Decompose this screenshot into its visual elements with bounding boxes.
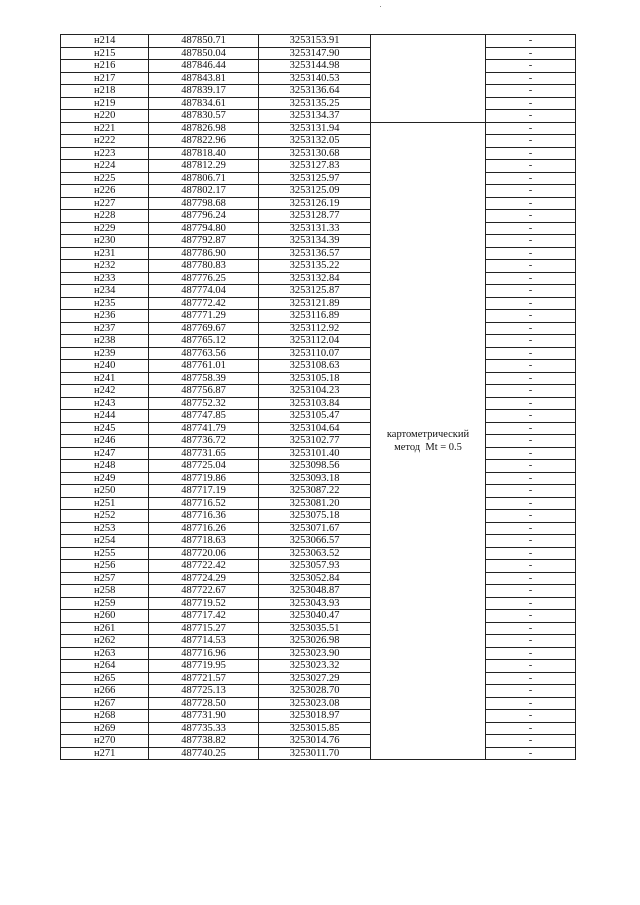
point-id-cell: н217 xyxy=(61,72,149,85)
value-dash-cell: - xyxy=(486,72,576,85)
x-coordinate-cell: 487717.19 xyxy=(149,485,259,498)
x-coordinate-cell: 487722.67 xyxy=(149,585,259,598)
x-coordinate-cell: 487721.57 xyxy=(149,672,259,685)
table-row xyxy=(61,422,576,435)
x-coordinate-cell: 487850.71 xyxy=(149,35,259,48)
x-coordinate-cell: 487735.33 xyxy=(149,722,259,735)
value-dash-cell: - xyxy=(486,397,576,410)
value-dash-cell: - xyxy=(486,197,576,210)
x-coordinate-cell: 487850.04 xyxy=(149,47,259,60)
y-coordinate-cell: 3253112.04 xyxy=(259,335,371,348)
value-dash-cell: - xyxy=(486,610,576,623)
method-line-1: картометрический xyxy=(386,428,470,440)
x-coordinate-cell: 487738.82 xyxy=(149,735,259,748)
table-row xyxy=(61,297,576,310)
table-row xyxy=(61,285,576,298)
y-coordinate-cell: 3253066.57 xyxy=(259,535,371,548)
point-id-cell: н220 xyxy=(61,110,149,123)
y-coordinate-cell: 3253112.92 xyxy=(259,322,371,335)
point-id-cell: н261 xyxy=(61,622,149,635)
point-id-cell: н265 xyxy=(61,672,149,685)
x-coordinate-cell: 487716.52 xyxy=(149,497,259,510)
value-dash-cell: - xyxy=(486,85,576,98)
table-row xyxy=(61,572,576,585)
y-coordinate-cell: 3253135.22 xyxy=(259,260,371,273)
point-id-cell: н227 xyxy=(61,197,149,210)
y-coordinate-cell: 3253028.70 xyxy=(259,685,371,698)
value-dash-cell: - xyxy=(486,385,576,398)
point-id-cell: н242 xyxy=(61,385,149,398)
x-coordinate-cell: 487724.29 xyxy=(149,572,259,585)
y-coordinate-cell: 3253104.23 xyxy=(259,385,371,398)
value-dash-cell: - xyxy=(486,335,576,348)
point-id-cell: н248 xyxy=(61,460,149,473)
point-id-cell: н244 xyxy=(61,410,149,423)
point-id-cell: н251 xyxy=(61,497,149,510)
value-dash-cell: - xyxy=(486,660,576,673)
y-coordinate-cell: 3253081.20 xyxy=(259,497,371,510)
value-dash-cell: - xyxy=(486,210,576,223)
point-id-cell: н225 xyxy=(61,172,149,185)
x-coordinate-cell: 487794.80 xyxy=(149,222,259,235)
table-row xyxy=(61,335,576,348)
point-id-cell: н252 xyxy=(61,510,149,523)
point-id-cell: н259 xyxy=(61,597,149,610)
scan-speck xyxy=(380,6,381,7)
table-row xyxy=(61,272,576,285)
x-coordinate-cell: 487716.96 xyxy=(149,647,259,660)
value-dash-cell: - xyxy=(486,297,576,310)
value-dash-cell: - xyxy=(486,110,576,123)
value-dash-cell: - xyxy=(486,685,576,698)
table-row xyxy=(61,697,576,710)
y-coordinate-cell: 3253132.05 xyxy=(259,135,371,148)
x-coordinate-cell: 487763.56 xyxy=(149,347,259,360)
point-id-cell: н257 xyxy=(61,572,149,585)
x-coordinate-cell: 487731.90 xyxy=(149,710,259,723)
point-id-cell: н246 xyxy=(61,435,149,448)
y-coordinate-cell: 3253014.76 xyxy=(259,735,371,748)
x-coordinate-cell: 487822.96 xyxy=(149,135,259,148)
coordinates-table-container xyxy=(60,34,575,862)
value-dash-cell: - xyxy=(486,547,576,560)
point-id-cell: н249 xyxy=(61,472,149,485)
y-coordinate-cell: 3253023.32 xyxy=(259,660,371,673)
table-row xyxy=(61,735,576,748)
table-row xyxy=(61,47,576,60)
point-id-cell: н269 xyxy=(61,722,149,735)
y-coordinate-cell: 3253071.67 xyxy=(259,522,371,535)
x-coordinate-cell: 487725.04 xyxy=(149,460,259,473)
y-coordinate-cell: 3253136.64 xyxy=(259,85,371,98)
x-coordinate-cell: 487716.26 xyxy=(149,522,259,535)
value-dash-cell: - xyxy=(486,422,576,435)
table-row xyxy=(61,135,576,148)
point-id-cell: н229 xyxy=(61,222,149,235)
x-coordinate-cell: 487839.17 xyxy=(149,85,259,98)
point-id-cell: н263 xyxy=(61,647,149,660)
value-dash-cell: - xyxy=(486,672,576,685)
x-coordinate-cell: 487812.29 xyxy=(149,160,259,173)
x-coordinate-cell: 487719.95 xyxy=(149,660,259,673)
y-coordinate-cell: 3253108.63 xyxy=(259,360,371,373)
x-coordinate-cell: 487843.81 xyxy=(149,72,259,85)
y-coordinate-cell: 3253093.18 xyxy=(259,472,371,485)
table-row xyxy=(61,485,576,498)
x-coordinate-cell: 487747.85 xyxy=(149,410,259,423)
point-id-cell: н231 xyxy=(61,247,149,260)
x-coordinate-cell: 487769.67 xyxy=(149,322,259,335)
table-row xyxy=(61,747,576,760)
x-coordinate-cell: 487771.29 xyxy=(149,310,259,323)
coordinates-table-body xyxy=(61,35,576,760)
point-id-cell: н241 xyxy=(61,372,149,385)
y-coordinate-cell: 3253125.09 xyxy=(259,185,371,198)
point-id-cell: н243 xyxy=(61,397,149,410)
value-dash-cell: - xyxy=(486,460,576,473)
x-coordinate-cell: 487780.83 xyxy=(149,260,259,273)
x-coordinate-cell: 487718.63 xyxy=(149,535,259,548)
point-id-cell: н254 xyxy=(61,535,149,548)
value-dash-cell: - xyxy=(486,372,576,385)
table-row xyxy=(61,160,576,173)
y-coordinate-cell: 3253136.57 xyxy=(259,247,371,260)
x-coordinate-cell: 487834.61 xyxy=(149,97,259,110)
x-coordinate-cell: 487736.72 xyxy=(149,435,259,448)
x-coordinate-cell: 487846.44 xyxy=(149,60,259,73)
table-row xyxy=(61,547,576,560)
y-coordinate-cell: 3253043.93 xyxy=(259,597,371,610)
x-coordinate-cell: 487716.36 xyxy=(149,510,259,523)
value-dash-cell: - xyxy=(486,260,576,273)
point-id-cell: н237 xyxy=(61,322,149,335)
y-coordinate-cell: 3253134.37 xyxy=(259,110,371,123)
point-id-cell: н216 xyxy=(61,60,149,73)
point-id-cell: н240 xyxy=(61,360,149,373)
point-id-cell: н224 xyxy=(61,160,149,173)
point-id-cell: н253 xyxy=(61,522,149,535)
y-coordinate-cell: 3253098.56 xyxy=(259,460,371,473)
table-row xyxy=(61,597,576,610)
point-id-cell: н266 xyxy=(61,685,149,698)
y-coordinate-cell: 3253110.07 xyxy=(259,347,371,360)
table-row xyxy=(61,210,576,223)
x-coordinate-cell: 487752.32 xyxy=(149,397,259,410)
value-dash-cell: - xyxy=(486,172,576,185)
table-row xyxy=(61,460,576,473)
point-id-cell: н256 xyxy=(61,560,149,573)
method-line-2: метод Mt = 0.5 xyxy=(394,441,462,453)
y-coordinate-cell: 3253057.93 xyxy=(259,560,371,573)
value-dash-cell: - xyxy=(486,410,576,423)
x-coordinate-cell: 487792.87 xyxy=(149,235,259,248)
value-dash-cell: - xyxy=(486,135,576,148)
x-coordinate-cell: 487798.68 xyxy=(149,197,259,210)
x-coordinate-cell: 487772.42 xyxy=(149,297,259,310)
value-dash-cell: - xyxy=(486,285,576,298)
table-row xyxy=(61,710,576,723)
y-coordinate-cell: 3253134.39 xyxy=(259,235,371,248)
value-dash-cell: - xyxy=(486,247,576,260)
x-coordinate-cell: 487740.25 xyxy=(149,747,259,760)
point-id-cell: н270 xyxy=(61,735,149,748)
value-dash-cell: - xyxy=(486,635,576,648)
x-coordinate-cell: 487756.87 xyxy=(149,385,259,398)
point-id-cell: н223 xyxy=(61,147,149,160)
y-coordinate-cell: 3253101.40 xyxy=(259,447,371,460)
y-coordinate-cell: 3253075.18 xyxy=(259,510,371,523)
x-coordinate-cell: 487722.42 xyxy=(149,560,259,573)
value-dash-cell: - xyxy=(486,597,576,610)
table-row xyxy=(61,510,576,523)
value-dash-cell: - xyxy=(486,435,576,448)
value-dash-cell: - xyxy=(486,122,576,135)
y-coordinate-cell: 3253087.22 xyxy=(259,485,371,498)
table-row xyxy=(61,647,576,660)
table-row xyxy=(61,110,576,123)
point-id-cell: н215 xyxy=(61,47,149,60)
y-coordinate-cell: 3253131.94 xyxy=(259,122,371,135)
table-row xyxy=(61,235,576,248)
y-coordinate-cell: 3253116.89 xyxy=(259,310,371,323)
point-id-cell: н271 xyxy=(61,747,149,760)
value-dash-cell: - xyxy=(486,97,576,110)
value-dash-cell: - xyxy=(486,697,576,710)
value-dash-cell: - xyxy=(486,222,576,235)
value-dash-cell: - xyxy=(486,747,576,760)
value-dash-cell: - xyxy=(486,235,576,248)
y-coordinate-cell: 3253023.90 xyxy=(259,647,371,660)
point-id-cell: н239 xyxy=(61,347,149,360)
y-coordinate-cell: 3253023.08 xyxy=(259,697,371,710)
value-dash-cell: - xyxy=(486,360,576,373)
method-cell xyxy=(371,122,486,760)
point-id-cell: н226 xyxy=(61,185,149,198)
x-coordinate-cell: 487830.57 xyxy=(149,110,259,123)
y-coordinate-cell: 3253126.19 xyxy=(259,197,371,210)
value-dash-cell: - xyxy=(486,185,576,198)
point-id-cell: н233 xyxy=(61,272,149,285)
y-coordinate-cell: 3253103.84 xyxy=(259,397,371,410)
point-id-cell: н238 xyxy=(61,335,149,348)
x-coordinate-cell: 487720.06 xyxy=(149,547,259,560)
table-row xyxy=(61,672,576,685)
y-coordinate-cell: 3253127.83 xyxy=(259,160,371,173)
value-dash-cell: - xyxy=(486,485,576,498)
value-dash-cell: - xyxy=(486,472,576,485)
y-coordinate-cell: 3253104.64 xyxy=(259,422,371,435)
x-coordinate-cell: 487806.71 xyxy=(149,172,259,185)
x-coordinate-cell: 487761.01 xyxy=(149,360,259,373)
x-coordinate-cell: 487725.13 xyxy=(149,685,259,698)
y-coordinate-cell: 3253144.98 xyxy=(259,60,371,73)
x-coordinate-cell: 487719.86 xyxy=(149,472,259,485)
x-coordinate-cell: 487719.52 xyxy=(149,597,259,610)
table-row xyxy=(61,347,576,360)
table-row xyxy=(61,360,576,373)
table-row xyxy=(61,522,576,535)
table-row xyxy=(61,35,576,48)
table-row xyxy=(61,585,576,598)
table-row xyxy=(61,635,576,648)
y-coordinate-cell: 3253105.18 xyxy=(259,372,371,385)
value-dash-cell: - xyxy=(486,572,576,585)
table-row xyxy=(61,660,576,673)
table-row xyxy=(61,72,576,85)
point-id-cell: н236 xyxy=(61,310,149,323)
value-dash-cell: - xyxy=(486,510,576,523)
table-row xyxy=(61,385,576,398)
value-dash-cell: - xyxy=(486,735,576,748)
point-id-cell: н228 xyxy=(61,210,149,223)
y-coordinate-cell: 3253102.77 xyxy=(259,435,371,448)
y-coordinate-cell: 3253052.84 xyxy=(259,572,371,585)
point-id-cell: н222 xyxy=(61,135,149,148)
value-dash-cell: - xyxy=(486,147,576,160)
table-row xyxy=(61,472,576,485)
table-row xyxy=(61,122,576,135)
table-row xyxy=(61,222,576,235)
point-id-cell: н214 xyxy=(61,35,149,48)
table-row xyxy=(61,147,576,160)
table-row xyxy=(61,97,576,110)
x-coordinate-cell: 487741.79 xyxy=(149,422,259,435)
table-row xyxy=(61,685,576,698)
y-coordinate-cell: 3253026.98 xyxy=(259,635,371,648)
point-id-cell: н258 xyxy=(61,585,149,598)
point-id-cell: н219 xyxy=(61,97,149,110)
value-dash-cell: - xyxy=(486,160,576,173)
y-coordinate-cell: 3253125.87 xyxy=(259,285,371,298)
x-coordinate-cell: 487802.17 xyxy=(149,185,259,198)
table-row xyxy=(61,85,576,98)
value-dash-cell: - xyxy=(486,310,576,323)
table-row xyxy=(61,410,576,423)
point-id-cell: н268 xyxy=(61,710,149,723)
value-dash-cell: - xyxy=(486,47,576,60)
point-id-cell: н234 xyxy=(61,285,149,298)
point-id-cell: н232 xyxy=(61,260,149,273)
y-coordinate-cell: 3253131.33 xyxy=(259,222,371,235)
value-dash-cell: - xyxy=(486,710,576,723)
point-id-cell: н221 xyxy=(61,122,149,135)
x-coordinate-cell: 487758.39 xyxy=(149,372,259,385)
table-row xyxy=(61,397,576,410)
x-coordinate-cell: 487826.98 xyxy=(149,122,259,135)
x-coordinate-cell: 487715.27 xyxy=(149,622,259,635)
table-row xyxy=(61,247,576,260)
x-coordinate-cell: 487728.50 xyxy=(149,697,259,710)
point-id-cell: н235 xyxy=(61,297,149,310)
value-dash-cell: - xyxy=(486,497,576,510)
y-coordinate-cell: 3253147.90 xyxy=(259,47,371,60)
y-coordinate-cell: 3253125.97 xyxy=(259,172,371,185)
y-coordinate-cell: 3253140.53 xyxy=(259,72,371,85)
y-coordinate-cell: 3253130.68 xyxy=(259,147,371,160)
point-id-cell: н245 xyxy=(61,422,149,435)
coordinates-table xyxy=(60,34,576,760)
point-id-cell: н262 xyxy=(61,635,149,648)
x-coordinate-cell: 487796.24 xyxy=(149,210,259,223)
value-dash-cell: - xyxy=(486,347,576,360)
y-coordinate-cell: 3253135.25 xyxy=(259,97,371,110)
table-row xyxy=(61,310,576,323)
value-dash-cell: - xyxy=(486,272,576,285)
y-coordinate-cell: 3253018.97 xyxy=(259,710,371,723)
x-coordinate-cell: 487714.53 xyxy=(149,635,259,648)
table-row xyxy=(61,622,576,635)
table-row xyxy=(61,172,576,185)
x-coordinate-cell: 487786.90 xyxy=(149,247,259,260)
x-coordinate-cell: 487731.65 xyxy=(149,447,259,460)
point-id-cell: н250 xyxy=(61,485,149,498)
table-row xyxy=(61,560,576,573)
value-dash-cell: - xyxy=(486,447,576,460)
point-id-cell: н267 xyxy=(61,697,149,710)
point-id-cell: н230 xyxy=(61,235,149,248)
table-row xyxy=(61,372,576,385)
table-row xyxy=(61,610,576,623)
x-coordinate-cell: 487765.12 xyxy=(149,335,259,348)
y-coordinate-cell: 3253027.29 xyxy=(259,672,371,685)
x-coordinate-cell: 487717.42 xyxy=(149,610,259,623)
y-coordinate-cell: 3253128.77 xyxy=(259,210,371,223)
y-coordinate-cell: 3253035.51 xyxy=(259,622,371,635)
table-row xyxy=(61,535,576,548)
table-row xyxy=(61,497,576,510)
table-row xyxy=(61,447,576,460)
table-row xyxy=(61,722,576,735)
value-dash-cell: - xyxy=(486,35,576,48)
value-dash-cell: - xyxy=(486,647,576,660)
point-id-cell: н255 xyxy=(61,547,149,560)
y-coordinate-cell: 3253011.70 xyxy=(259,747,371,760)
y-coordinate-cell: 3253040.47 xyxy=(259,610,371,623)
table-row xyxy=(61,260,576,273)
table-row xyxy=(61,185,576,198)
y-coordinate-cell: 3253132.84 xyxy=(259,272,371,285)
table-row xyxy=(61,60,576,73)
y-coordinate-cell: 3253063.52 xyxy=(259,547,371,560)
table-row xyxy=(61,435,576,448)
x-coordinate-cell: 487774.04 xyxy=(149,285,259,298)
y-coordinate-cell: 3253121.89 xyxy=(259,297,371,310)
y-coordinate-cell: 3253015.85 xyxy=(259,722,371,735)
x-coordinate-cell: 487776.25 xyxy=(149,272,259,285)
table-row xyxy=(61,197,576,210)
table-row xyxy=(61,322,576,335)
value-dash-cell: - xyxy=(486,622,576,635)
point-id-cell: н260 xyxy=(61,610,149,623)
value-dash-cell: - xyxy=(486,535,576,548)
point-id-cell: н264 xyxy=(61,660,149,673)
y-coordinate-cell: 3253105.47 xyxy=(259,410,371,423)
y-coordinate-cell: 3253048.87 xyxy=(259,585,371,598)
value-dash-cell: - xyxy=(486,522,576,535)
y-coordinate-cell: 3253153.91 xyxy=(259,35,371,48)
method-cell-empty xyxy=(371,35,486,123)
point-id-cell: н218 xyxy=(61,85,149,98)
value-dash-cell: - xyxy=(486,560,576,573)
point-id-cell: н247 xyxy=(61,447,149,460)
value-dash-cell: - xyxy=(486,60,576,73)
value-dash-cell: - xyxy=(486,722,576,735)
x-coordinate-cell: 487818.40 xyxy=(149,147,259,160)
value-dash-cell: - xyxy=(486,585,576,598)
value-dash-cell: - xyxy=(486,322,576,335)
